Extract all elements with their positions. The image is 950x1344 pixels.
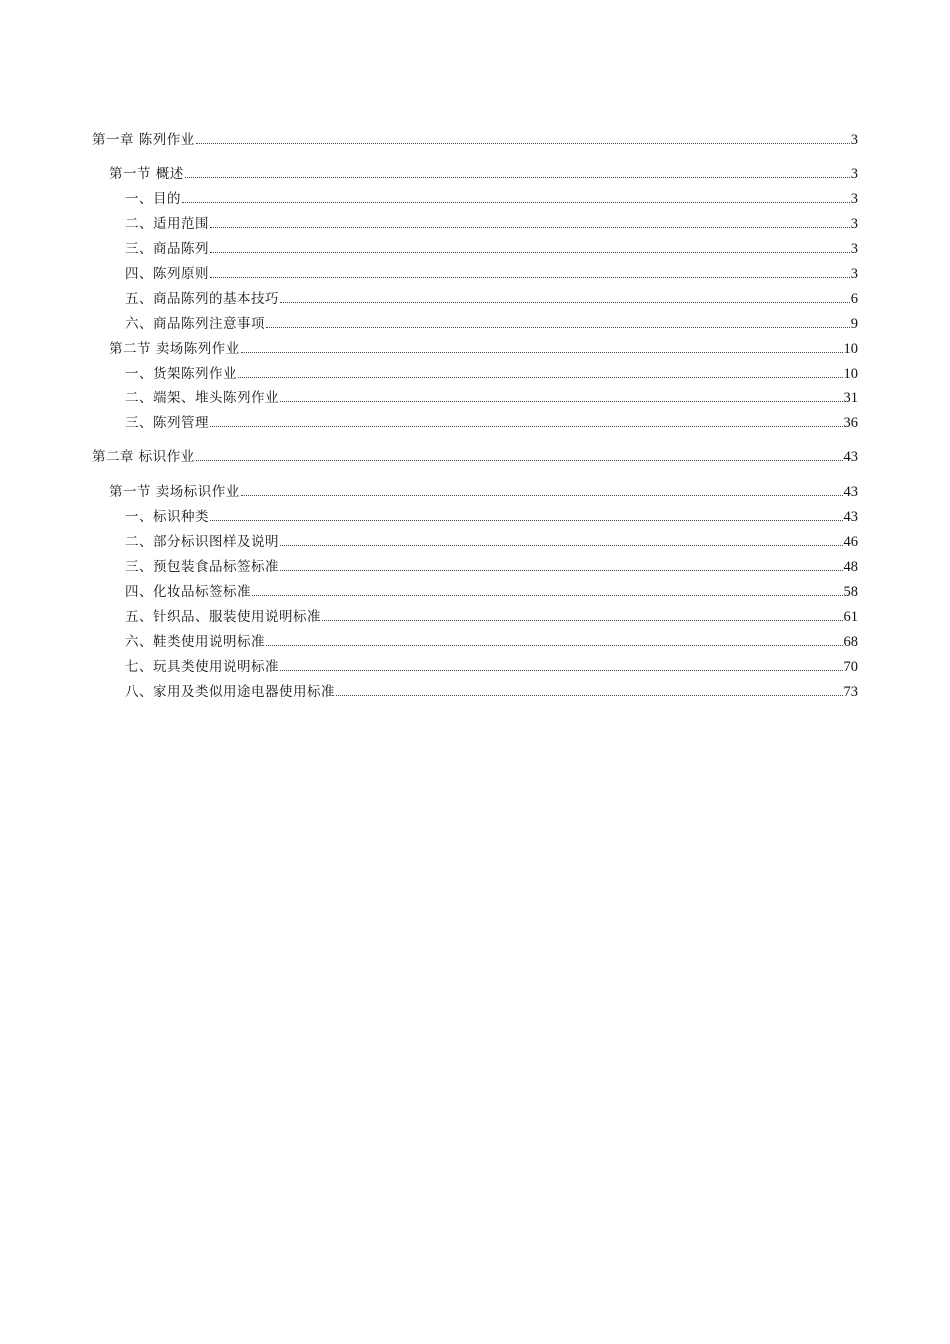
toc-entry-page: 43 — [843, 509, 858, 525]
toc-entry-page: 3 — [850, 166, 858, 182]
toc-entry-page: 3 — [850, 132, 858, 148]
toc-entry-page: 3 — [850, 216, 858, 232]
toc-entry-title: 七、玩具类使用说明标准 — [125, 659, 279, 675]
toc-dot-leader — [241, 495, 843, 496]
toc-entry-title: 三、预包装食品标签标准 — [125, 559, 279, 575]
toc-entry-page: 10 — [843, 341, 858, 357]
toc-entry-title: 三、陈列管理 — [125, 415, 209, 431]
toc-dot-leader — [322, 620, 843, 621]
toc-entry-title: 一、标识种类 — [125, 509, 209, 525]
toc-entry-page: 3 — [850, 191, 858, 207]
toc-entry-item[interactable] — [125, 411, 858, 431]
toc-entry-page: 43 — [843, 449, 858, 465]
toc-dot-leader — [196, 460, 843, 461]
toc-entry-page: 48 — [843, 559, 858, 575]
toc-entry-item[interactable] — [125, 655, 858, 675]
toc-entry-page: 3 — [850, 266, 858, 282]
toc-entry-title: 五、商品陈列的基本技巧 — [125, 291, 279, 307]
toc-entry-item[interactable] — [125, 262, 858, 282]
toc-entry-page: 46 — [843, 534, 858, 550]
toc-entry-page: 10 — [843, 366, 858, 382]
toc-entry-page: 61 — [843, 609, 858, 625]
toc-dot-leader — [210, 277, 850, 278]
toc-entry-item[interactable] — [125, 580, 858, 600]
toc-entry-item[interactable] — [125, 386, 858, 406]
toc-entry-item[interactable] — [125, 287, 858, 307]
toc-entry-title: 一、货架陈列作业 — [125, 366, 237, 382]
toc-entry-title: 四、陈列原则 — [125, 266, 209, 282]
toc-entry-title: 六、商品陈列注意事项 — [125, 316, 265, 332]
toc-dot-leader — [280, 670, 843, 671]
toc-entry-item[interactable] — [125, 630, 858, 650]
toc-entry-title: 第一章 陈列作业 — [92, 132, 195, 148]
toc-entry-page: 68 — [843, 634, 858, 650]
toc-entry-section[interactable] — [109, 337, 858, 357]
toc-entry-chapter[interactable] — [92, 445, 858, 465]
toc-entry-item[interactable] — [125, 237, 858, 257]
toc-entry-title: 六、鞋类使用说明标准 — [125, 634, 265, 650]
toc-dot-leader — [280, 401, 843, 402]
toc-entry-title: 八、家用及类似用途电器使用标准 — [125, 684, 335, 700]
toc-dot-leader — [241, 352, 843, 353]
toc-dot-leader — [280, 302, 850, 303]
toc-dot-leader — [182, 202, 850, 203]
toc-entry-title: 第一节 概述 — [109, 166, 184, 182]
toc-entry-page: 43 — [843, 484, 858, 500]
toc-entry-title: 第一节 卖场标识作业 — [109, 484, 240, 500]
toc-entry-item[interactable] — [125, 312, 858, 332]
toc-dot-leader — [280, 570, 843, 571]
toc-dot-leader — [185, 177, 850, 178]
toc-entry-item[interactable] — [125, 605, 858, 625]
toc-dot-leader — [266, 645, 843, 646]
toc-entry-page: 31 — [843, 390, 858, 406]
toc-entry-title: 三、商品陈列 — [125, 241, 209, 257]
toc-entry-title: 二、端架、堆头陈列作业 — [125, 390, 279, 406]
toc-entry-title: 五、针织品、服装使用说明标准 — [125, 609, 321, 625]
toc-entry-title: 一、目的 — [125, 191, 181, 207]
toc-entry-item[interactable] — [125, 362, 858, 382]
toc-entry-title: 第二章 标识作业 — [92, 449, 195, 465]
toc-dot-leader — [210, 252, 850, 253]
toc-entry-title: 第二节 卖场陈列作业 — [109, 341, 240, 357]
toc-entry-item[interactable] — [125, 212, 858, 232]
toc-entry-item[interactable] — [125, 187, 858, 207]
toc-entry-section[interactable] — [109, 480, 858, 500]
toc-entry-page: 3 — [850, 241, 858, 257]
toc-entry-chapter[interactable] — [92, 128, 858, 148]
toc-dot-leader — [336, 695, 843, 696]
toc-entry-page: 36 — [843, 415, 858, 431]
toc-dot-leader — [238, 377, 843, 378]
toc-entry-item[interactable] — [125, 555, 858, 575]
toc-dot-leader — [252, 595, 843, 596]
toc-entry-page: 70 — [843, 659, 858, 675]
toc-dot-leader — [210, 520, 843, 521]
toc-dot-leader — [210, 426, 843, 427]
toc-entry-title: 二、部分标识图样及说明 — [125, 534, 279, 550]
toc-dot-leader — [280, 545, 843, 546]
toc-entry-title: 二、适用范围 — [125, 216, 209, 232]
toc-dot-leader — [196, 143, 850, 144]
toc-entry-title: 四、化妆品标签标准 — [125, 584, 251, 600]
toc-entry-item[interactable] — [125, 530, 858, 550]
toc-entry-page: 73 — [843, 684, 858, 700]
toc-entry-page: 6 — [850, 291, 858, 307]
toc-entry-page: 9 — [850, 316, 858, 332]
toc-entry-page: 58 — [843, 584, 858, 600]
toc-entry-item[interactable] — [125, 505, 858, 525]
toc-dot-leader — [266, 327, 850, 328]
toc-dot-leader — [210, 227, 850, 228]
toc-entry-item[interactable] — [125, 680, 858, 700]
toc-entry-section[interactable] — [109, 162, 858, 182]
